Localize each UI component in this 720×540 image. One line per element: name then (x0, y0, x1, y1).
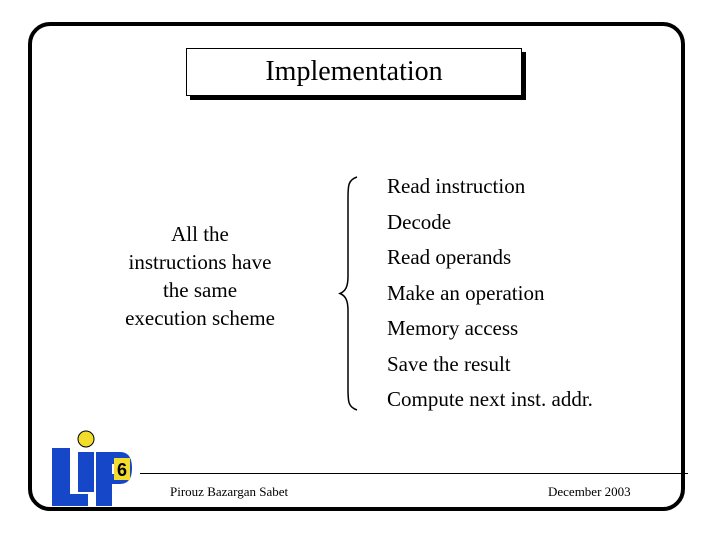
summary-line: instructions have (128, 250, 272, 274)
footer-rule (140, 473, 688, 474)
curly-brace (338, 176, 362, 411)
step-item: Read instruction (387, 174, 526, 198)
lip6-logo (48, 428, 143, 510)
summary-line: the same (162, 278, 238, 302)
step-item: Decode (387, 209, 452, 234)
steps-list (387, 170, 593, 419)
summary-text (100, 220, 300, 332)
step-item: Read operands (387, 245, 512, 269)
footer-author: Pirouz Bazargan Sabet (170, 484, 289, 499)
summary-line: All the (171, 222, 229, 246)
slide-title-box (186, 48, 522, 96)
step-item: Compute next inst. addr. (387, 387, 593, 411)
step-item: Memory access (387, 316, 519, 340)
slide-title: Implementation (265, 56, 443, 87)
step-item: Save the result (387, 351, 511, 376)
footer-date: December 2003 (548, 484, 631, 499)
step-item: Make an operation (387, 280, 545, 305)
svg-text:6: 6 (116, 460, 128, 480)
summary-line: execution scheme (125, 306, 275, 330)
